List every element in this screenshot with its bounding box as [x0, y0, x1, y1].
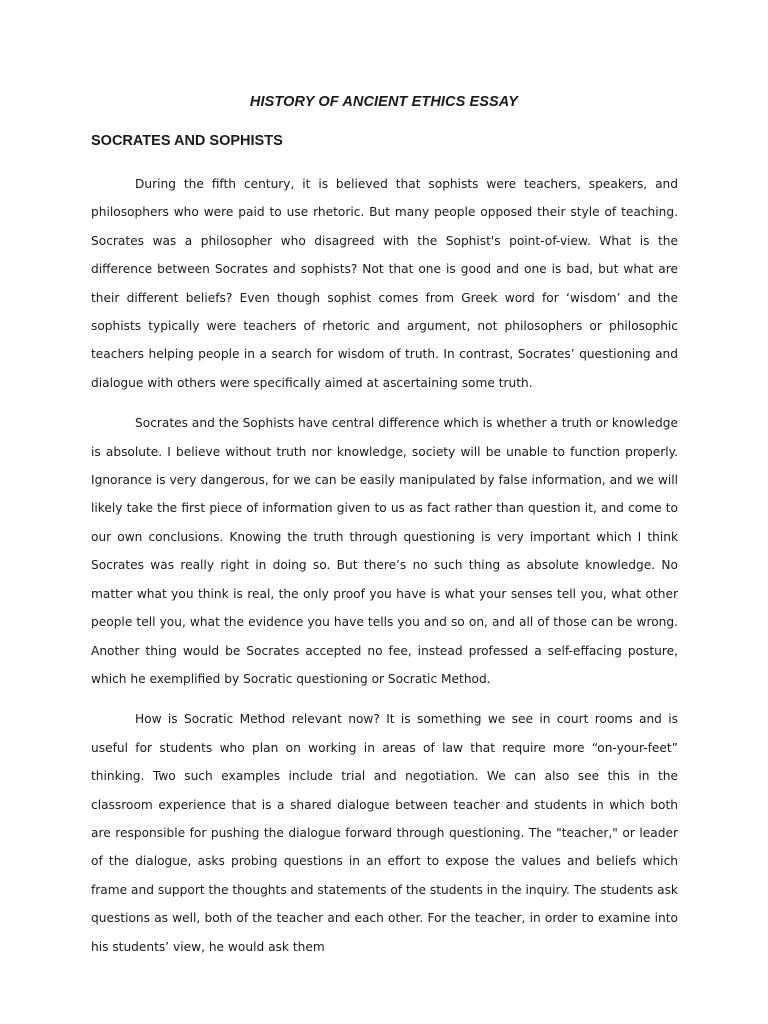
essay-body [91, 170, 678, 973]
essay-title: HISTORY OF ANCIENT ETHICS ESSAY [249, 94, 519, 110]
paragraph: How is Socratic Method relevant now? It is something we see in court rooms and is useful for students who plan on working in areas of law that require more “on-your-feet” thinking. Two such examples include trial and negotiation. We can also see this in the classroom experience that is a shared dialogue between teacher and students in which both are responsible for pushing the dialogue forward through questioning. The "teacher," or leader of the dialogue, asks probing questions in an effort to expose the values and beliefs which frame and support the thoughts and statements of the students in the inquiry. The students ask questions as well, both of the teacher and each other. For the teacher, in order to examine into his students’ view, he would ask them [91, 712, 678, 954]
paragraph: Socrates and the Sophists have central difference which is whether a truth or knowledge is absolute. I believe without truth nor knowledge, society will be unable to function properly. Ignorance is very dangerous, for we can be easily manipulated by false information, and we will likely take the first piece of information given to us as fact rather than question it, and come to our own conclusions. Knowing the truth through questioning is very important which I think Socrates was really right in doing so. But there’s no such thing as absolute knowledge. No matter what you think is real, the only proof you have is what your senses tell you, what other people tell you, what the evidence you have tells you and so on, and all of those can be wrong. Another thing would be Socrates accepted no fee, instead professed a self-effacing posture, which he exemplified by Socratic questioning or Socratic Method. [91, 416, 678, 686]
paragraph: During the fifth century, it is believed that sophists were teachers, speakers, and philosophers who were paid to use rhetoric. But many people opposed their style of teaching. Socrates was a philosopher who disagreed with the Sophist's point-of-view. What is the difference between Socrates and sophists? Not that one is good and one is bad, but what are their different beliefs? Even though sophist comes from Greek word for ‘wisdom’ and the sophists typically were teachers of rhetoric and argument, not philosophers or philosophic teachers helping people in a search for wisdom of truth. In contrast, Socrates’ questioning and dialogue with others were specifically aimed at ascertaining some truth. [91, 177, 678, 390]
section-heading: SOCRATES AND SOPHISTS [91, 133, 283, 149]
